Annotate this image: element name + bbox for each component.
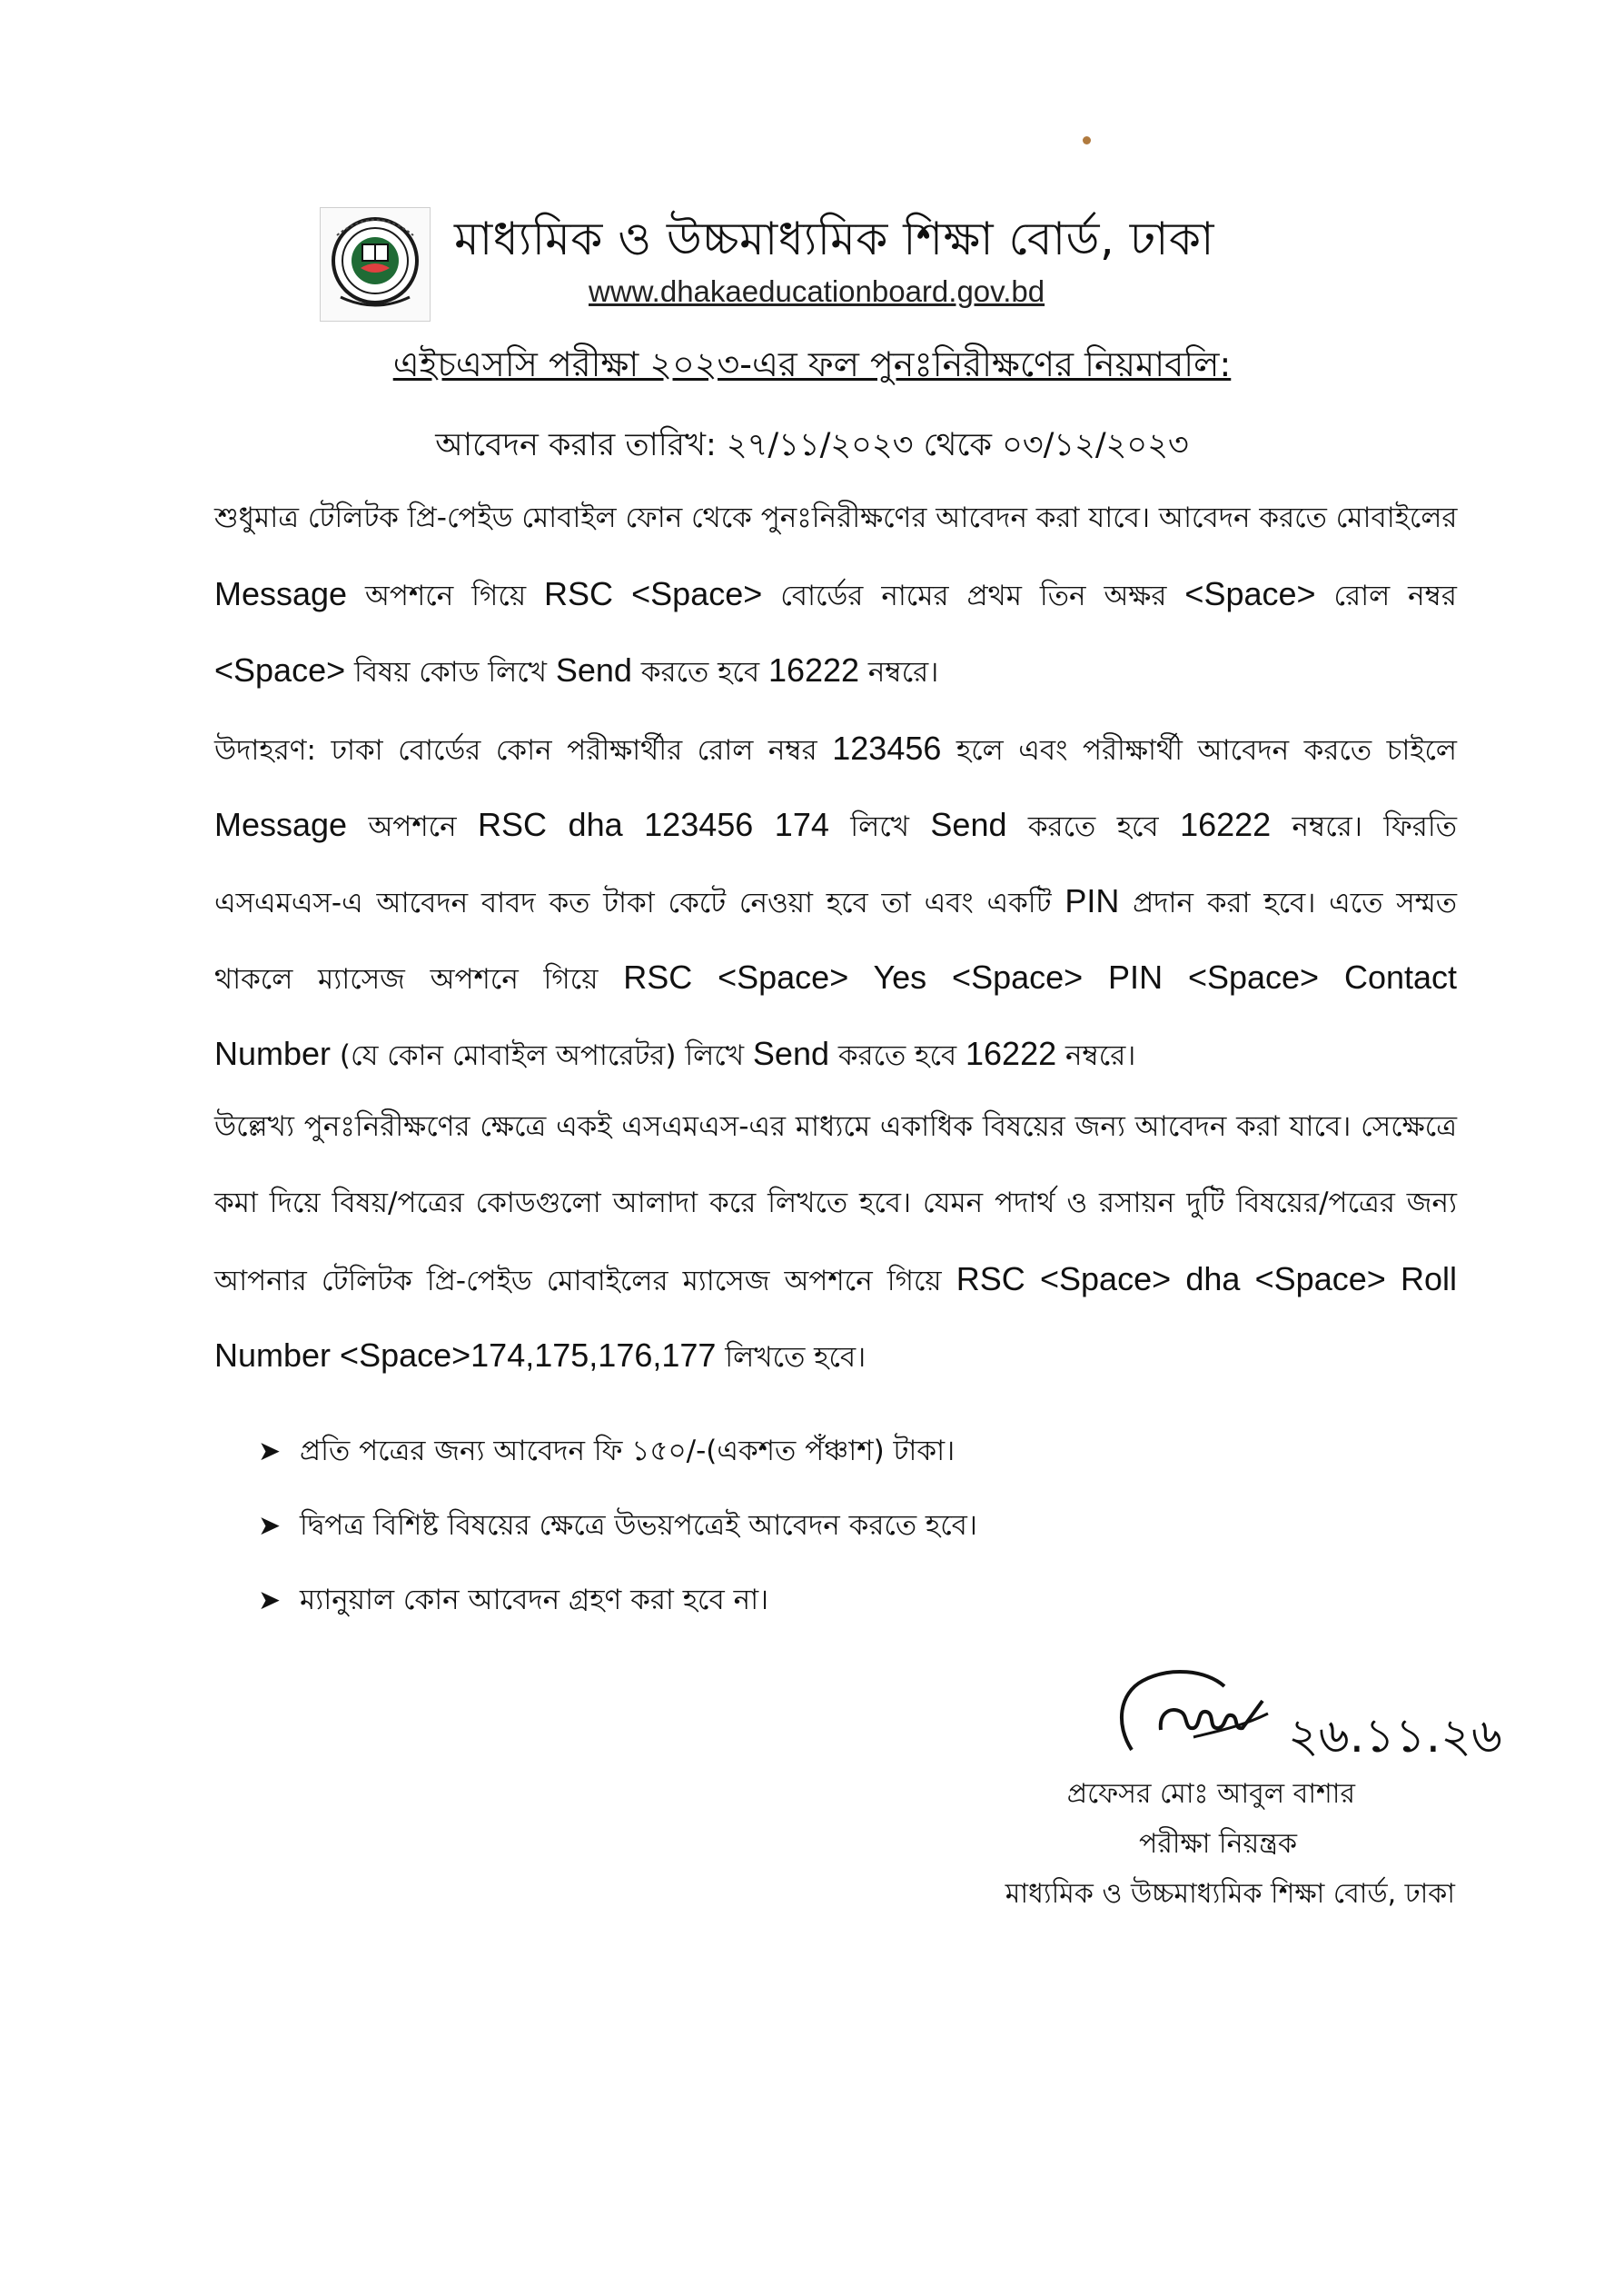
paragraph-line: আপনার টেলিটক প্রি-পেইড মোবাইলের ম্যাসেজ অপশনে গিয়ে RSC <Space> dha <Space> Roll [214, 1260, 1457, 1297]
paragraph-multi-subject [214, 1088, 1457, 1394]
list-item: ➤ প্রতি পত্রের জন্য আবেদন ফি ১৫০/-(একশত পঁঞ্চাশ) টাকা। [258, 1414, 977, 1488]
paragraph-line: কমা দিয়ে বিষয়/পত্রের কোডগুলো আলাদা করে লিখতে হবে। যেমন পদার্থ ও রসায়ন দুটি বিষয়ের/পত্রের জন্য [214, 1187, 1457, 1219]
board-seal-icon [320, 207, 431, 322]
paragraph-line: Number (যে কোন মোবাইল অপারেটর) লিখে Send করতে হবে 16222 নম্বরে। [214, 1035, 1136, 1072]
signer-designation: পরীক্ষা নিয়ন্ত্রক [1139, 1828, 1297, 1860]
handwritten-signature [1106, 1643, 1297, 1770]
scan-dot [1083, 136, 1091, 144]
signature-date: ২৬.১১.২৬ [1288, 1709, 1502, 1763]
notice-title: এইচএসসি পরীক্ষা ২০২৩-এর ফল পুনঃনিরীক্ষণের নিয়মাবলি: [392, 344, 1232, 384]
paragraph-line: <Space> বিষয় কোড লিখে Send করতে হবে 16222 নম্বরে। [214, 651, 939, 689]
list-item: ➤ দ্বিপত্র বিশিষ্ট বিষয়ের ক্ষেত্রে উভয়পত্রেই আবেদন করতে হবে। [258, 1488, 977, 1563]
list-item: ➤ ম্যানুয়াল কোন আবেদন গ্রহণ করা হবে না। [258, 1563, 977, 1637]
arrowhead-bullet-icon: ➤ [258, 1436, 282, 1467]
signature-block [1106, 1643, 1548, 1779]
paragraph-line: থাকলে ম্যাসেজ অপশনে গিয়ে RSC <Space> Yes <Space> PIN <Space> Contact [214, 959, 1458, 996]
paragraph-example [214, 710, 1457, 1092]
board-name: মাধ্যমিক ও উচ্চমাধ্যমিক শিক্ষা বোর্ড, ঢাকা [454, 213, 1214, 265]
rules-list [258, 1414, 977, 1637]
paragraph-line: উল্লেখ্য পুনঃনিরীক্ষণের ক্ষেত্রে একই এসএমএস-এর মাধ্যমে একাধিক বিষয়ের জন্য আবেদন করা যাবে। সেক্ষেত্রে [214, 1110, 1457, 1143]
paragraph-line: Number <Space>174,175,176,177 লিখতে হবে। [214, 1336, 866, 1374]
paragraph-instructions [214, 480, 1457, 709]
letterhead [320, 202, 1319, 329]
signer-name: প্রফেসর মোঃ আবুল বাশার [1066, 1778, 1355, 1810]
paragraph-line: শুধুমাত্র টেলিটক প্রি-পেইড মোবাইল ফোন থেকে পুনঃনিরীক্ষণের আবেদন করা যাবে। আবেদন করতে মোবাইলের [214, 502, 1458, 534]
arrowhead-bullet-icon: ➤ [258, 1510, 282, 1542]
website-link[interactable]: www.dhakaeducationboard.gov.bd [589, 274, 1045, 308]
paragraph-line: Message অপশনে RSC dha 123456 174 লিখে Send করতে হবে 16222 নম্বরে। ফিরতি [214, 806, 1457, 843]
signer-office: মাধ্যমিক ও উচ্চমাধ্যমিক শিক্ষা বোর্ড, ঢাকা [1005, 1878, 1455, 1910]
application-date: আবেদন করার তারিখ: ২৭/১১/২০২৩ থেকে ০৩/১২/২০২৩ [435, 427, 1189, 463]
paragraph-line: উদাহরণ: ঢাকা বোর্ডের কোন পরীক্ষার্থীর রোল নম্বর 123456 হলে এবং পরীক্ষার্থী আবেদন করতে চাইলে [214, 730, 1458, 767]
paragraph-line: এসএমএস-এ আবেদন বাবদ কত টাকা কেটে নেওয়া হবে তা এবং একটি PIN প্রদান করা হবে। এতে সম্মত [214, 882, 1457, 919]
arrowhead-bullet-icon: ➤ [258, 1585, 282, 1616]
paragraph-line: Message অপশনে গিয়ে RSC <Space> বোর্ডের নামের প্রথম তিন অক্ষর <Space> রোল নম্বর [214, 575, 1457, 612]
